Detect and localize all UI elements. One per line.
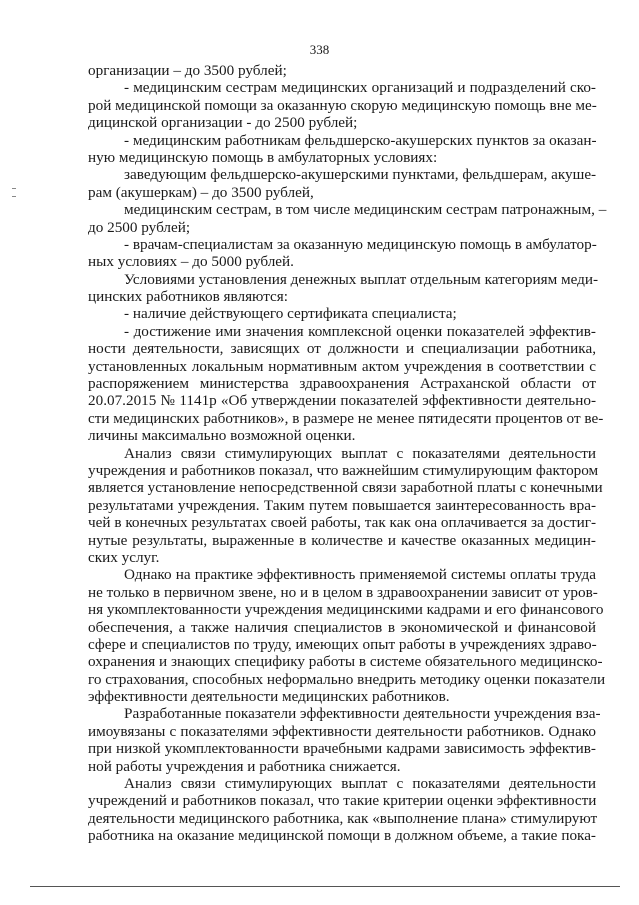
text-line: до 2500 рублей; bbox=[88, 218, 191, 236]
document-body bbox=[88, 62, 607, 845]
text-line: го страхования, способных неформально внедрить методику оценки показатели bbox=[88, 670, 606, 688]
text-line: медицинским сестрам, в том числе медицинским сестрам патронажным, – bbox=[124, 201, 607, 219]
text-line: - медицинским сестрам медицинских организаций и подразделений ско- bbox=[124, 79, 596, 97]
text-line: эффективности деятельности медицинских работников. bbox=[88, 688, 450, 706]
text-line: не только в первичном звене, но и в целом в здравоохранении зависит от уров- bbox=[88, 583, 598, 601]
text-line: ских услуг. bbox=[88, 548, 160, 566]
text-line: Разработанные показатели эффективности деятельности учреждения вза- bbox=[124, 705, 601, 723]
text-line: имоувязаны с показателями эффективности деятельности работников. Однако bbox=[88, 722, 596, 740]
text-line: работника на оказание медицинской помощи в должном объеме, а такие пока- bbox=[88, 827, 596, 845]
text-line: является установление непосредственной связи заработной платы с конечными bbox=[88, 479, 603, 497]
text-line: Условиями установления денежных выплат отдельным категориям меди- bbox=[124, 270, 599, 288]
text-line: организации – до 3500 рублей; bbox=[88, 62, 287, 79]
text-line: рам (акушеркам) – до 3500 рублей, bbox=[88, 183, 314, 201]
text-line: - врачам-специалистам за оказанную медицинскую помощь в амбулатор- bbox=[124, 235, 597, 253]
text-line: рой медицинской помощи за оказанную скорую медицинскую помощь вне ме- bbox=[88, 96, 597, 114]
text-line: чей в конечных результатах своей работы, так как она оплачивается за достиг- bbox=[88, 514, 596, 532]
text-line: ности деятельности, зависящих от должности и специализации работника, bbox=[88, 340, 596, 358]
text-line: деятельности медицинского работника, как «выполнение плана» стимулируют bbox=[88, 809, 598, 827]
text-line: ных условиях – до 5000 рублей. bbox=[88, 253, 294, 271]
text-line: Анализ связи стимулирующих выплат с показателями деятельности bbox=[124, 775, 596, 793]
text-line: Однако на практике эффективность применяемой системы оплаты труда bbox=[124, 566, 596, 584]
text-line: результатами учреждения. Таким путем повышается заинтересованность вра- bbox=[88, 496, 596, 514]
text-line: ной работы учреждения и работника снижается. bbox=[88, 757, 401, 775]
text-line: при низкой укомплектованности врачебными кадрами зависимость эффектив- bbox=[88, 740, 596, 758]
text-line: Анализ связи стимулирующих выплат с показателями деятельности bbox=[124, 444, 596, 462]
text-line: установленных локальным нормативным актом учреждения в соответствии с bbox=[88, 357, 596, 375]
bottom-rule bbox=[30, 886, 620, 887]
text-line: дицинской организации - до 2500 рублей; bbox=[88, 114, 358, 132]
text-line: личины максимально возможной оценки. bbox=[88, 427, 356, 445]
text-line: учреждения и работников показал, что важнейшим стимулирующим фактором bbox=[88, 461, 599, 479]
text-line: обеспечения, а также наличия специалистов в экономической и финансовой bbox=[88, 618, 596, 636]
text-line: нутые результаты, выраженные в количестве и качестве оказанных медицин- bbox=[88, 531, 596, 549]
text-line: заведующим фельдшерско-акушерскими пунктами, фельдшерам, акуше- bbox=[124, 166, 597, 184]
text-line: сти медицинских работников», в размере не менее пятидесяти процентов от ве- bbox=[88, 409, 604, 427]
scan-edge-mark bbox=[12, 188, 16, 189]
text-line: учреждений и работников показал, что такие критерии оценки эффективности bbox=[88, 792, 597, 810]
text-line: охранения и знающих специфику работы в системе обязательного медицинско- bbox=[88, 653, 603, 671]
text-line: распоряжением министерства здравоохранения Астраханской области от bbox=[88, 375, 596, 393]
text-line: - наличие действующего сертификата специалиста; bbox=[124, 305, 457, 323]
page-number: 338 bbox=[309, 42, 330, 57]
text-line: ную медицинскую помощь в амбулаторных условиях: bbox=[88, 148, 438, 166]
text-line: ня укомплектованности учреждения медицинскими кадрами и его финансового bbox=[88, 601, 604, 619]
text-line: цинских работников являются: bbox=[88, 288, 288, 306]
scan-edge-mark bbox=[12, 196, 16, 197]
text-line: - медицинским работникам фельдшерско-акушерских пунктов за оказан- bbox=[124, 131, 597, 149]
text-line: 20.07.2015 № 1141р «Об утверждении показателей эффективности деятельно- bbox=[88, 392, 596, 410]
text-line: - достижение ими значения комплексной оценки показателей эффектив- bbox=[124, 322, 596, 340]
text-line: сфере и специалистов по труду, имеющих опыт работы в учреждениях здраво- bbox=[88, 635, 597, 653]
